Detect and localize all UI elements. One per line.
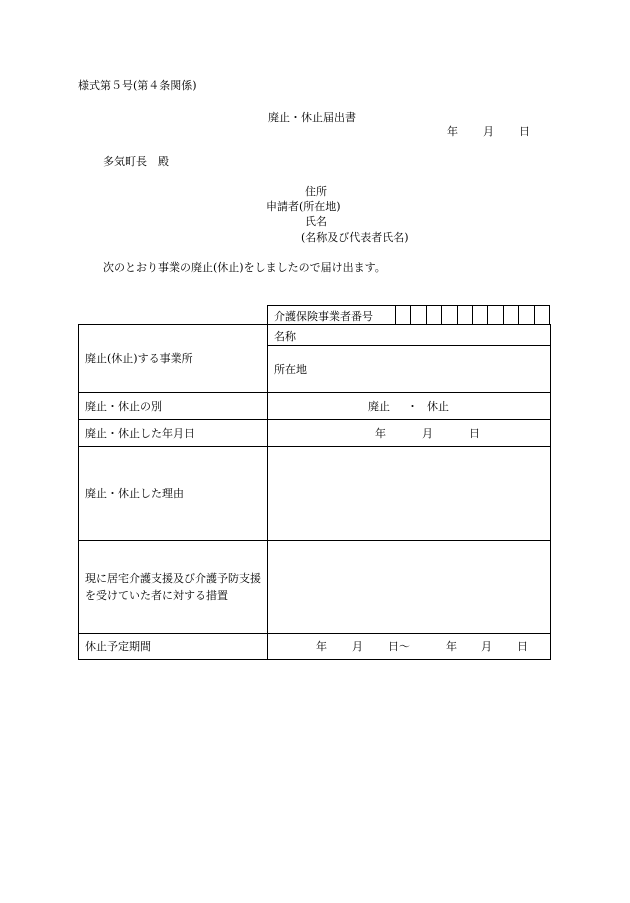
- office-location-field[interactable]: [268, 346, 550, 392]
- type-separator: ・: [407, 400, 418, 413]
- period-field[interactable]: [268, 634, 550, 659]
- period-start-month: 月: [352, 640, 363, 653]
- name-label: 氏名: [305, 215, 327, 228]
- period-start-year: 年: [316, 640, 327, 653]
- date-month: 月: [483, 125, 494, 138]
- type-field[interactable]: [268, 393, 550, 419]
- business-number-digit[interactable]: [519, 306, 534, 324]
- type-option-suspend[interactable]: 休止: [427, 400, 449, 413]
- business-number-digit[interactable]: [488, 306, 503, 324]
- form-number: 様式第５号(第４条関係): [78, 79, 197, 92]
- reason-row: [79, 447, 550, 541]
- period-end-day: 日: [517, 640, 528, 653]
- business-number-table: [267, 305, 550, 325]
- date-day: 日: [519, 125, 530, 138]
- measures-row: [79, 541, 550, 634]
- date-year: 年: [447, 125, 458, 138]
- intro-text: 次のとおり事業の廃止(休止)をしましたので届け出ます。: [103, 261, 386, 274]
- period-label: 休止予定期間: [79, 634, 268, 659]
- date-month: 月: [422, 427, 433, 440]
- date-row: [79, 420, 550, 447]
- business-number-digit[interactable]: [396, 306, 411, 324]
- date-day: 日: [469, 427, 480, 440]
- office-name-label: 名称: [274, 330, 296, 343]
- office-row: [79, 325, 550, 393]
- business-number-digit[interactable]: [411, 306, 426, 324]
- business-number-digit[interactable]: [442, 306, 457, 324]
- type-row: [79, 393, 550, 420]
- type-option-abolish[interactable]: 廃止: [368, 400, 390, 413]
- business-number-digit[interactable]: [473, 306, 488, 324]
- date-field[interactable]: [268, 420, 550, 446]
- measures-label: 現に居宅介護支援及び介護予防支援を受けていた者に対する措置: [79, 541, 268, 633]
- office-label: 廃止(休止)する事業所: [79, 325, 268, 392]
- date-label: 廃止・休止した年月日: [79, 420, 268, 446]
- business-number-digit[interactable]: [504, 306, 519, 324]
- reason-label: 廃止・休止した理由: [79, 447, 268, 540]
- business-number-label: 介護保険事業者番号: [268, 306, 396, 324]
- period-end-year: 年: [446, 640, 457, 653]
- date-year: 年: [375, 427, 386, 440]
- measures-field[interactable]: [268, 541, 550, 633]
- business-number-digit[interactable]: [427, 306, 442, 324]
- addressee: 多気町長 殿: [103, 155, 169, 168]
- business-number-digit[interactable]: [458, 306, 473, 324]
- document-title: 廃止・休止届出書: [268, 111, 356, 124]
- type-label: 廃止・休止の別: [79, 393, 268, 419]
- period-end-month: 月: [481, 640, 492, 653]
- name-note: (名称及び代表者氏名): [301, 231, 409, 244]
- office-name-field[interactable]: [268, 325, 550, 346]
- submission-date: [447, 126, 530, 137]
- office-location-label: 所在地: [274, 363, 307, 376]
- reason-field[interactable]: [268, 447, 550, 540]
- main-form-table: [78, 324, 551, 660]
- applicant-label: 申請者(所在地): [266, 200, 341, 213]
- business-number-digit[interactable]: [535, 306, 549, 324]
- period-row: [79, 634, 550, 659]
- period-start-day: 日〜: [388, 640, 410, 653]
- address-label: 住所: [305, 185, 327, 198]
